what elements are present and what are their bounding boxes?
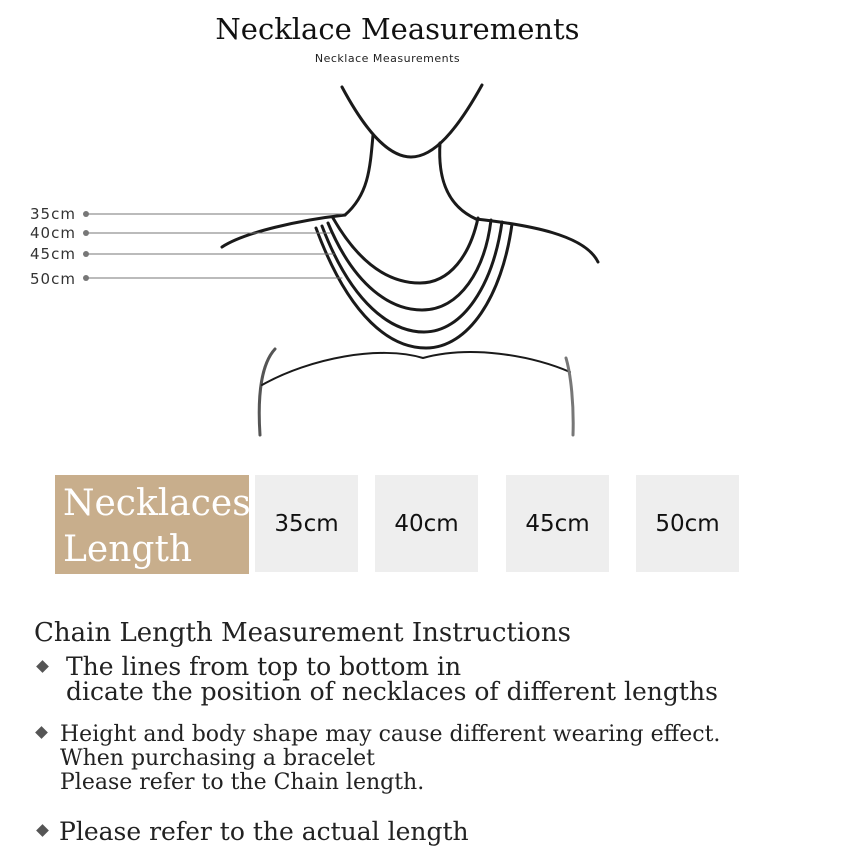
necklace-40cm bbox=[328, 220, 491, 310]
guide-dot-40cm bbox=[83, 230, 89, 236]
label-50cm: 50cm bbox=[30, 270, 76, 288]
instruction-1-line-1: The lines from top to bottom in bbox=[66, 652, 462, 681]
label-35cm: 35cm bbox=[30, 205, 76, 223]
instruction-2-line-3: Please refer to the Chain length. bbox=[60, 770, 425, 795]
neck-left bbox=[345, 135, 373, 215]
necklace-45cm bbox=[322, 222, 502, 332]
guide-dot-35cm bbox=[83, 211, 89, 217]
guide-dot-45cm bbox=[83, 251, 89, 257]
instruction-3-line-1: Please refer to the actual length bbox=[59, 817, 469, 846]
guide-dot-50cm bbox=[83, 275, 89, 281]
torso-left bbox=[259, 349, 275, 435]
shoulder-left bbox=[222, 215, 345, 247]
size-cell-50cm: 50cm bbox=[636, 475, 739, 572]
torso-right bbox=[566, 358, 573, 435]
label-40cm: 40cm bbox=[30, 224, 76, 242]
instruction-2-line-1: Height and body shape may cause different wearing effect. bbox=[60, 722, 721, 747]
instructions-title: Chain Length Measurement Instructions bbox=[34, 618, 571, 648]
length-table-header bbox=[55, 475, 249, 574]
bullet-diamond-icon bbox=[35, 726, 48, 739]
header-line-2: Length bbox=[63, 529, 193, 570]
bust-line bbox=[262, 352, 570, 385]
header-line-1: Necklaces bbox=[63, 483, 251, 524]
instruction-1-line-2: dicate the position of necklaces of different lengths bbox=[66, 677, 718, 706]
chin-outline bbox=[342, 85, 482, 157]
instruction-2-line-2: When purchasing a bracelet bbox=[60, 746, 375, 771]
label-45cm: 45cm bbox=[30, 245, 76, 263]
size-cell-45cm: 45cm bbox=[506, 475, 609, 572]
necklace-diagram bbox=[0, 70, 843, 450]
neck-right bbox=[440, 143, 476, 219]
size-cell-40cm: 40cm bbox=[375, 475, 478, 572]
bullet-diamond-icon bbox=[36, 824, 49, 837]
page-subtitle: Necklace Measurements bbox=[314, 52, 461, 65]
necklace-35cm bbox=[333, 218, 478, 283]
page-title: Necklace Measurements bbox=[215, 12, 580, 46]
size-cell-35cm: 35cm bbox=[255, 475, 358, 572]
bullet-diamond-icon bbox=[36, 660, 49, 673]
